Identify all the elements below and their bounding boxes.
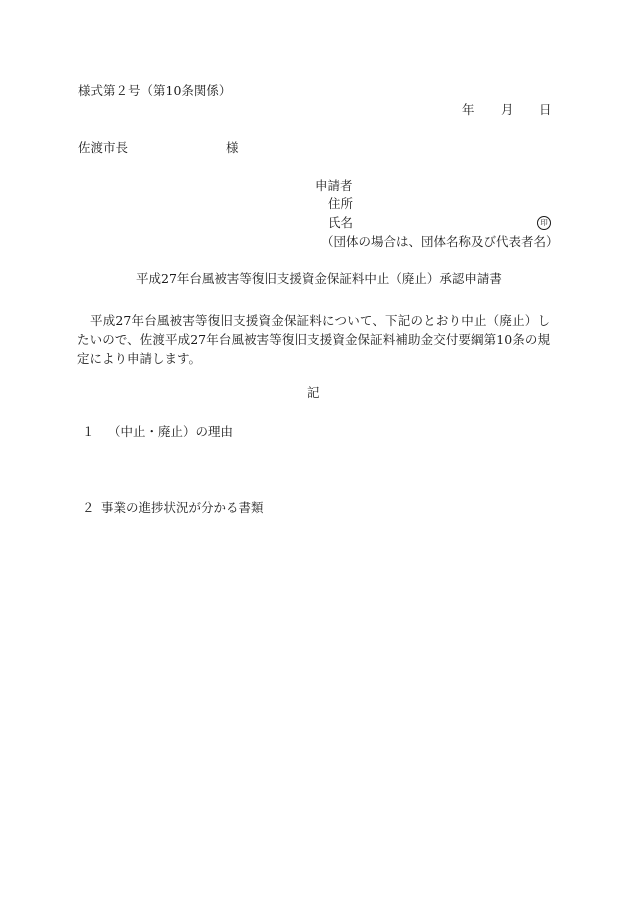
date-year-label: 年	[462, 102, 475, 117]
date-day-label: 日	[539, 102, 552, 117]
date-month-label: 月	[501, 102, 514, 117]
addressee-honorific: 様	[226, 140, 239, 155]
name-label: 氏名	[328, 215, 354, 230]
item-number: ２	[82, 500, 95, 515]
addressee-name: 佐渡市長	[78, 140, 129, 155]
record-heading: 記	[307, 385, 320, 400]
item-number: １	[82, 424, 95, 439]
group-note: （団体の場合は、団体名称及び代表者名）	[321, 234, 559, 249]
seal-icon: 印	[537, 216, 551, 230]
document-title: 平成27年台風被害等復旧支援資金保証料中止（廃止）承認申請書	[136, 271, 502, 286]
applicant-heading: 申請者	[315, 178, 353, 193]
document-body: 平成27年台風被害等復旧支援資金保証料について、下記のとおり中止（廃止）したいので、佐渡平成27年台風被害等復旧支援資金保証料補助金交付要綱第10条の規定により申請します。	[77, 313, 550, 366]
item-label-reason: （中止・廃止）の理由	[108, 424, 234, 439]
address-label: 住所	[328, 196, 354, 211]
item-label-progress-documents: 事業の進捗状況が分かる書類	[101, 500, 264, 515]
form-number: 様式第２号（第10条関係）	[78, 83, 232, 98]
